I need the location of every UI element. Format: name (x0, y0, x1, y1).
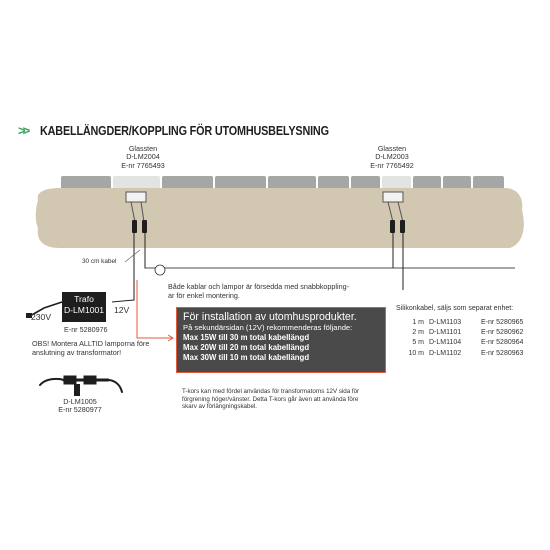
lamp-right-model: D-LM2003 (375, 152, 409, 162)
snap-note (168, 282, 349, 300)
warning-note (32, 340, 149, 357)
tkors-note-line3: skarv av förlängningskabel. (182, 403, 257, 411)
lamp-right-name: Glassten (377, 144, 407, 153)
cable-model: D-LM1104 (429, 339, 462, 347)
trafo-label: Trafo (74, 294, 94, 304)
infobox-heading: För installation av utomhusprodukter. (183, 311, 357, 323)
trafo-box (62, 292, 106, 322)
lamp-left-enr: E-nr 7765493 (121, 160, 165, 170)
tkors-icon (40, 376, 122, 396)
infobox-line: Max 30W till 10 m total kabellängd (183, 352, 310, 362)
trafo-input-voltage: 230V (31, 312, 52, 322)
table-row (400, 318, 529, 328)
cable-model: D-LM1102 (429, 349, 462, 357)
tkors-note-line2: förgrening höger/vänster. Detta T-kors går även att använda före (182, 395, 359, 403)
cable-model: D-LM1103 (429, 319, 462, 326)
tkors-note (182, 388, 359, 411)
lamp-left-name: Glassten (128, 144, 158, 153)
cable-enr: E-nr 5280962 (481, 329, 524, 337)
lamp-left-model: D-LM2004 (126, 152, 160, 162)
tkors-label (50, 398, 110, 415)
cable-model: D-LM1101 (429, 329, 462, 337)
stone-wall (36, 188, 524, 248)
cable-callout-line (125, 250, 140, 262)
cable-enr: E-nr 5280963 (481, 349, 524, 357)
cable-table-title: Silikonkabel, säljs som separat enhet: (396, 305, 514, 312)
snap-note-line1: Både kablar och lampor är försedda med snabbkoppling- (168, 282, 349, 291)
tkors-note-line1: T-kors kan med fördel användas för transformatorns 12V sida för (182, 388, 360, 395)
snap-marker-icon (155, 265, 165, 275)
table-row (400, 349, 529, 359)
cable-enr: E-nr 5280964 (481, 339, 524, 347)
installation-infobox (176, 307, 386, 373)
trafo-model: D-LM1001 (63, 305, 105, 315)
lamp-right-enr: E-nr 7765492 (370, 160, 414, 170)
snap-note-line2: ar för enkel montering. (168, 291, 240, 300)
trafo-output-voltage: 12V (114, 305, 130, 315)
infobox-subheading: På sekundärsidan (12V) rekommenderas följande: (183, 323, 353, 332)
chevron-icon: >> (18, 123, 28, 138)
tkors-model: D-LM1005 (63, 397, 97, 406)
cable-length: 10 m (408, 349, 424, 357)
infobox-line: Max 15W till 30 m total kabellängd (183, 332, 310, 342)
table-row (400, 338, 529, 348)
cable-length: 1 m (412, 319, 424, 326)
tkors-enr: E-nr 5280977 (58, 405, 102, 415)
page-title: KABELLÄNGDER/KOPPLING FÖR UTOMHUSBELYSNING (40, 124, 329, 138)
infobox-line: Max 20W till 20 m total kabellängd (183, 342, 310, 352)
trafo-enr: E-nr 5280976 (64, 325, 108, 334)
warning-line1: OBS! Montera ALLTID lamporna före (32, 339, 150, 348)
cable-length: 5 m (412, 339, 424, 347)
warning-line2: anslutning av transformator! (32, 347, 122, 357)
cable-enr: E-nr 5280965 (481, 319, 524, 326)
cable-table (400, 318, 529, 359)
cable-length: 2 m (412, 329, 424, 337)
cable-length-label: 30 cm kabel (82, 258, 117, 265)
table-row (400, 328, 529, 338)
